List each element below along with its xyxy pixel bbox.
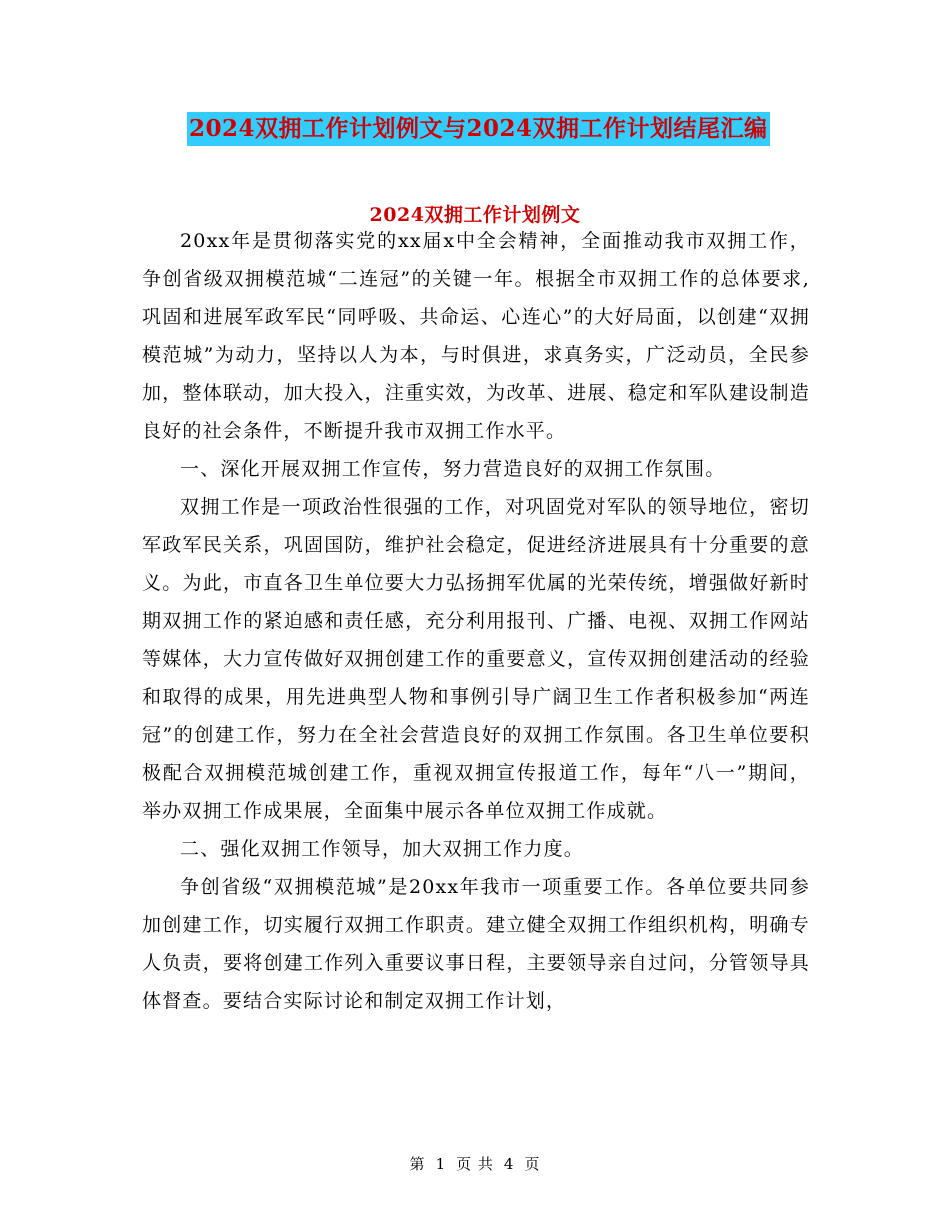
page-footer [0,1153,950,1174]
footer-page-total: 4 [503,1155,515,1173]
footer-page-current: 1 [435,1155,447,1173]
section-title: 2024双拥工作计划例文 [369,204,581,226]
document-title: 2024双拥工作计划例文与2024双拥工作计划结尾汇编 [187,112,770,146]
footer-page-suffix: 页 [524,1155,541,1173]
paragraph-heading-1: 一、深化开展双拥工作宣传，努力营造良好的双拥工作氛围。 [180,458,726,480]
footer-page-prefix: 第 [409,1155,426,1173]
paragraph-body-1: 双拥工作是一项政治性很强的工作，对巩固党对军队的领导地位，密切军政军民关系，巩固国防，维护社会稳定，促进经济进展具有十分重要的意义。为此，市直各卫生单位要大力弘扬拥军优属的光荣传统，增强做好新时期双拥工作的紧迫感和责任感，充分利用报刊、广播、电视、双拥工作网站等媒体，大力宣传做好双拥创建工作的重要意义，宣传双拥创建活动的经验和取得的成果，用先进典型人物和事例引导广阔卫生工作者积极参加“两连冠”的创建工作，努力在全社会营造良好的双拥工作氛围。各卫生单位要积极配合双拥模范城创建工作，重视双拥宣传报道工作，每年“八一”期间，举办双拥工作成果展，全面集中展示各单位双拥工作成就。 [142,496,810,822]
footer-page-middle: 页 共 [456,1155,494,1173]
paragraph-intro: 20xx年是贯彻落实党的xx届x中全会精神，全面推动我市双拥工作，争创省级双拥模范城“二连冠”的关键一年。根据全市双拥工作的总体要求,巩固和进展军政军民“同呼吸、共命运、心连心”的大好局面，以创建“双拥模范城”为动力，坚持以人为本，与时俱进，求真务实，广泛动员，全民参加，整体联动，加大投入，注重实效，为改革、进展、稳定和军队建设制造良好的社会条件，不断提升我市双拥工作水平。 [142,230,810,442]
paragraph-heading-2: 二、强化双拥工作领导，加大双拥工作力度。 [180,838,585,860]
document-body [142,222,810,1020]
paragraph-body-2: 争创省级“双拥模范城”是20xx年我市一项重要工作。各单位要共同参加创建工作，切实履行双拥工作职责。建立健全双拥工作组织机构，明确专人负责，要将创建工作列入重要议事日程，主要领导亲自过问，分管领导具体督查。要结合实际讨论和制定双拥工作计划， [142,876,810,1012]
